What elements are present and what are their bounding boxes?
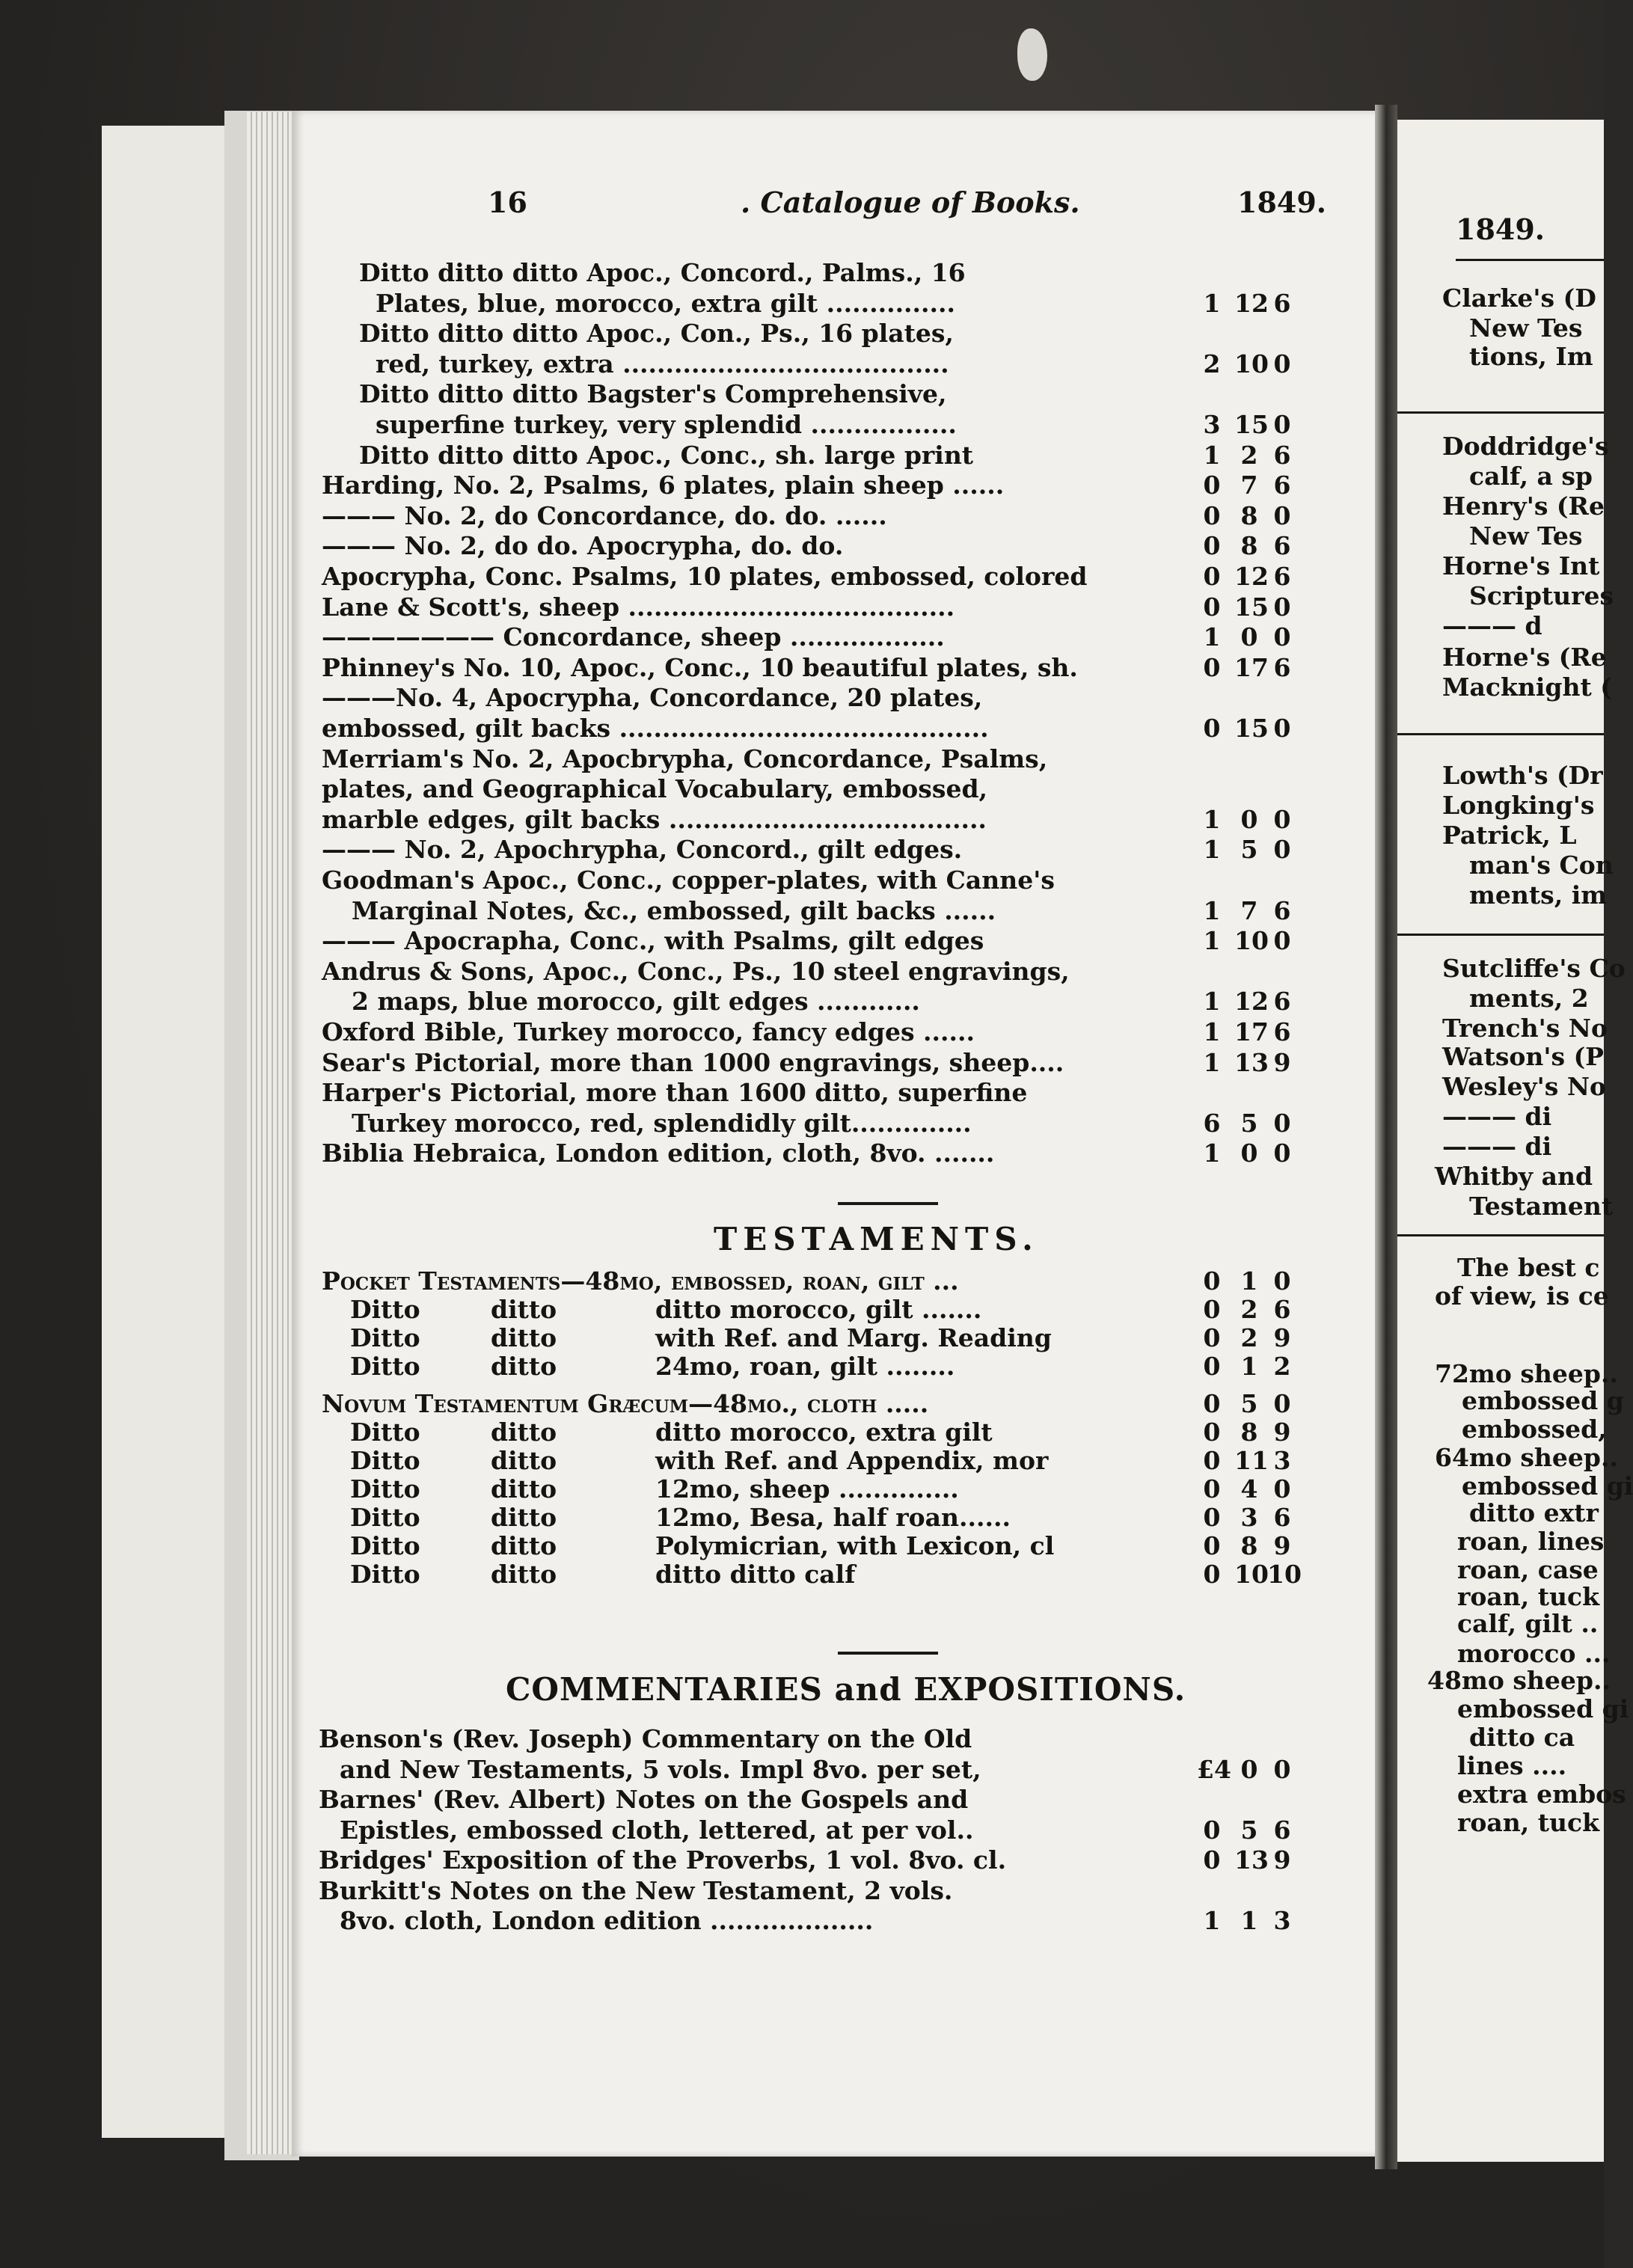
- right-page-line: ——— di: [1442, 1102, 1552, 1131]
- right-page-line: of view, is ce: [1435, 1281, 1609, 1311]
- bible-entry-price-pounds: 1: [1203, 288, 1221, 318]
- bible-entry-text: ——————— Concordance, sheep ..................: [322, 622, 945, 652]
- bible-entry-price-shillings: 5: [1240, 1108, 1258, 1138]
- testament-ditto-2: ditto: [491, 1323, 557, 1352]
- testament-description: with Ref. and Appendix, mor: [655, 1446, 1049, 1475]
- bible-entry-price-pence: 6: [1273, 288, 1291, 318]
- commentary-entry-price-pounds: £4: [1197, 1754, 1231, 1784]
- testament-description: 24mo, roan, gilt ........: [655, 1352, 955, 1381]
- bible-entry-text: Ditto ditto ditto Apoc., Concord., Palms., 16: [359, 258, 966, 287]
- testament-entry-text: Pocket Testaments—48mo, embossed, roan, gilt ...: [322, 1266, 959, 1296]
- bible-entry-price-pence: 0: [1273, 500, 1291, 530]
- bible-entry-text: Lane & Scott's, sheep ......................................: [322, 592, 955, 622]
- testament-ditto-2: ditto: [491, 1446, 557, 1475]
- bible-entry-price-pence: 6: [1273, 987, 1291, 1017]
- testament-description: 12mo, Besa, half roan......: [655, 1503, 1011, 1532]
- right-page-line: embossed gi: [1457, 1694, 1629, 1723]
- page-stack-leaves: [247, 112, 292, 2154]
- right-page-line: ditto ca: [1469, 1723, 1575, 1752]
- testament-entry-price-pounds: 0: [1203, 1295, 1221, 1324]
- bible-entry-price-pence: 0: [1273, 714, 1291, 743]
- commentary-entry-price-pounds: 1: [1203, 1906, 1221, 1935]
- testament-entry-price-pence: 0: [1273, 1389, 1291, 1418]
- bible-entry-price-shillings: 8: [1240, 531, 1258, 561]
- commentary-entry-price-shillings: 13: [1234, 1845, 1269, 1875]
- testament-entry-price-shillings: 2: [1240, 1323, 1258, 1352]
- right-page-rule: [1397, 934, 1604, 936]
- testament-ditto-2: ditto: [491, 1352, 557, 1381]
- right-page-line: Patrick, L: [1442, 821, 1577, 850]
- right-page-line: Trench's No: [1442, 1014, 1608, 1043]
- commentary-entry-text: and New Testaments, 5 vols. Impl 8vo. per set,: [340, 1754, 981, 1784]
- right-page-line: ——— di: [1442, 1132, 1552, 1161]
- bible-entry-price-pence: 6: [1273, 895, 1291, 925]
- testament-entry-price-pounds: 0: [1203, 1323, 1221, 1352]
- right-page-line: embossed gi: [1462, 1471, 1633, 1501]
- testament-entry-price-shillings: 10: [1234, 1560, 1269, 1589]
- bible-entry-price-pence: 6: [1273, 440, 1291, 470]
- right-page-line: ——— d: [1442, 611, 1542, 640]
- testament-entry-price-pounds: 0: [1203, 1560, 1221, 1589]
- right-page-line: New Tes: [1469, 521, 1583, 551]
- commentary-entry-price-shillings: 5: [1240, 1815, 1258, 1845]
- testament-ditto: Ditto: [350, 1352, 420, 1381]
- bible-entry-price-shillings: 15: [1234, 410, 1269, 439]
- bible-entry-text: Ditto ditto ditto Apoc., Conc., sh. large print: [359, 440, 974, 470]
- right-page-line: 64mo sheep..: [1435, 1443, 1618, 1472]
- page-year: 1849.: [1237, 186, 1326, 219]
- bible-entry-text: Harding, No. 2, Psalms, 6 plates, plain sheep ......: [322, 471, 1005, 500]
- bible-entry-price-pence: 0: [1273, 926, 1291, 956]
- bible-entry-price-shillings: 10: [1234, 349, 1269, 378]
- commentary-entry-price-shillings: 0: [1240, 1754, 1258, 1784]
- right-page-line: extra embos: [1457, 1780, 1626, 1809]
- bible-entry-price-pounds: 1: [1203, 1047, 1221, 1077]
- right-page-line: Wesley's No: [1442, 1072, 1606, 1101]
- right-page-line: tions, Im: [1469, 342, 1593, 371]
- testament-entry-price-pence: 0: [1273, 1474, 1291, 1504]
- testament-entry-text: Novum Testamentum Græcum—48mo., cloth .....: [322, 1389, 929, 1418]
- commentary-entry-price-pence: 3: [1273, 1906, 1291, 1935]
- testament-entry-price-pence: 9: [1273, 1418, 1291, 1447]
- right-page-line: Watson's (P: [1442, 1042, 1604, 1071]
- testament-entry-price-shillings: 11: [1234, 1446, 1269, 1475]
- commentary-entry-text: Burkitt's Notes on the New Testament, 2 vols.: [319, 1875, 953, 1905]
- right-page-line: ments, im: [1469, 880, 1608, 910]
- testament-entry-price-pounds: 0: [1203, 1503, 1221, 1532]
- right-page-line: embossed,: [1462, 1415, 1607, 1444]
- bible-entry-price-pence: 6: [1273, 562, 1291, 591]
- right-page-line: roan, lines: [1457, 1527, 1605, 1556]
- bible-entry-text: Merriam's No. 2, Apocbrypha, Concordance, Psalms,: [322, 744, 1048, 773]
- right-page-line: ditto extr: [1469, 1498, 1599, 1527]
- testament-entry-price-pounds: 0: [1203, 1418, 1221, 1447]
- bible-entry-text: 2 maps, blue morocco, gilt edges ............: [352, 987, 920, 1017]
- bible-entry-text: Phinney's No. 10, Apoc., Conc., 10 beautiful plates, sh.: [322, 652, 1078, 682]
- testament-entry-price-pounds: 0: [1203, 1446, 1221, 1475]
- bible-entry-text: Goodman's Apoc., Conc., copper-plates, with Canne's: [322, 865, 1055, 895]
- bible-entry-price-shillings: 12: [1234, 288, 1269, 318]
- bible-entry-price-pence: 6: [1273, 471, 1291, 500]
- smudge-mark: [1017, 28, 1047, 81]
- testament-description: ditto ditto calf: [655, 1560, 856, 1589]
- bible-entry-price-pence: 0: [1273, 622, 1291, 652]
- testament-entry-price-pence: 10: [1267, 1560, 1302, 1589]
- bible-entry-price-pounds: 0: [1203, 471, 1221, 500]
- right-page-line: 72mo sheep..: [1435, 1359, 1618, 1388]
- testament-entry-price-pence: 2: [1273, 1352, 1291, 1381]
- bible-entry-price-shillings: 17: [1234, 652, 1269, 682]
- bible-entry-price-pounds: 1: [1203, 895, 1221, 925]
- testament-entry-price-shillings: 1: [1240, 1266, 1258, 1296]
- right-page-line: New Tes: [1469, 313, 1583, 343]
- section-divider: [838, 1652, 938, 1655]
- bible-entry-price-pence: 0: [1273, 410, 1291, 439]
- bible-entry-text: Turkey morocco, red, splendidly gilt..............: [352, 1108, 972, 1138]
- page-number: 16: [488, 186, 527, 219]
- testament-ditto-2: ditto: [491, 1560, 557, 1589]
- testament-ditto-2: ditto: [491, 1474, 557, 1504]
- right-page-line: Macknight (: [1442, 672, 1612, 702]
- bible-entry-price-pounds: 1: [1203, 835, 1221, 865]
- right-page-rule: [1397, 1234, 1604, 1236]
- bible-entry-text: Oxford Bible, Turkey morocco, fancy edges ......: [322, 1017, 975, 1046]
- right-page-line: roan, tuck: [1457, 1582, 1599, 1611]
- bible-entry-price-pounds: 1: [1203, 987, 1221, 1017]
- right-page-line: Horne's Int: [1442, 551, 1600, 580]
- testament-ditto-2: ditto: [491, 1418, 557, 1447]
- commentary-entry-price-pence: 6: [1273, 1815, 1291, 1845]
- right-page-line: Whitby and: [1435, 1162, 1593, 1191]
- testament-description: ditto morocco, extra gilt: [655, 1418, 993, 1447]
- commentary-entry-price-pounds: 0: [1203, 1815, 1221, 1845]
- testament-ditto: Ditto: [350, 1474, 420, 1504]
- bible-entry-price-pounds: 0: [1203, 714, 1221, 743]
- bible-entry-price-pounds: 1: [1203, 1138, 1221, 1168]
- bible-entry-price-pence: 0: [1273, 804, 1291, 834]
- right-page-line: ments, 2: [1469, 984, 1589, 1013]
- testament-entry-price-shillings: 5: [1240, 1389, 1258, 1418]
- running-title-dot: .: [741, 186, 761, 219]
- testament-ditto-2: ditto: [491, 1295, 557, 1324]
- bible-entry-text: Plates, blue, morocco, extra gilt ...............: [376, 288, 955, 318]
- bible-entry-price-shillings: 13: [1234, 1047, 1269, 1077]
- testament-ditto: Ditto: [350, 1503, 420, 1532]
- testament-ditto: Ditto: [350, 1323, 420, 1352]
- testament-entry-price-shillings: 8: [1240, 1531, 1258, 1560]
- testament-entry-price-pounds: 0: [1203, 1352, 1221, 1381]
- right-page-line: 48mo sheep..: [1427, 1666, 1611, 1695]
- testament-entry-price-shillings: 8: [1240, 1418, 1258, 1447]
- bible-entry-price-pounds: 3: [1203, 410, 1221, 439]
- bible-entry-price-shillings: 5: [1240, 835, 1258, 865]
- bible-entry-price-shillings: 15: [1234, 592, 1269, 622]
- bible-entry-price-pence: 0: [1273, 835, 1291, 865]
- testament-entry-price-pence: 9: [1273, 1531, 1291, 1560]
- testament-ditto: Ditto: [350, 1560, 420, 1589]
- testament-description: Polymicrian, with Lexicon, cl: [655, 1531, 1055, 1560]
- testament-ditto: Ditto: [350, 1418, 420, 1447]
- commentary-entry-text: Epistles, embossed cloth, lettered, at per vol..: [340, 1815, 974, 1845]
- testament-entry-price-pence: 6: [1273, 1295, 1291, 1324]
- book-gutter: [1375, 105, 1397, 2169]
- bible-entry-price-pounds: 1: [1203, 440, 1221, 470]
- bible-entry-price-shillings: 8: [1240, 500, 1258, 530]
- right-page-line: roan, case: [1457, 1555, 1599, 1584]
- testaments-heading: TESTAMENTS.: [714, 1221, 1039, 1257]
- bible-entry-price-pounds: 0: [1203, 531, 1221, 561]
- bible-entry-price-pence: 6: [1273, 1017, 1291, 1046]
- bible-entry-text: ——— No. 2, do Concordance, do. do. ......: [322, 500, 887, 530]
- testament-ditto-2: ditto: [491, 1531, 557, 1560]
- right-page-line: morocco ...: [1457, 1639, 1611, 1668]
- right-page-line: calf, gilt ..: [1457, 1609, 1599, 1638]
- commentary-entry-text: Barnes' (Rev. Albert) Notes on the Gospels and: [319, 1785, 969, 1814]
- bible-entry-price-shillings: 17: [1234, 1017, 1269, 1046]
- commentary-entry-text: 8vo. cloth, London edition ...................: [340, 1906, 874, 1935]
- bible-entry-price-shillings: 12: [1234, 562, 1269, 591]
- left-page: [292, 111, 1388, 2157]
- right-page-line: embossed g: [1462, 1386, 1624, 1415]
- testament-entry-price-pounds: 0: [1203, 1531, 1221, 1560]
- right-page-line: Longking's: [1442, 791, 1595, 820]
- bible-entry-price-pounds: 1: [1203, 1017, 1221, 1046]
- bible-entry-text: superfine turkey, very splendid .................: [376, 410, 957, 439]
- commentaries-heading: COMMENTARIES and EXPOSITIONS.: [506, 1671, 1186, 1708]
- bible-entry-price-pounds: 1: [1203, 926, 1221, 956]
- bible-entry-text: embossed, gilt backs ...........................................: [322, 714, 989, 743]
- bible-entry-price-pounds: 2: [1203, 349, 1221, 378]
- testament-entry-price-shillings: 4: [1240, 1474, 1258, 1504]
- right-page-rule: [1397, 411, 1604, 414]
- bible-entry-price-shillings: 2: [1240, 440, 1258, 470]
- bible-entry-text: ——— Apocrapha, Conc., with Psalms, gilt edges: [322, 926, 984, 956]
- running-title: [741, 186, 1080, 219]
- bible-entry-text: ———No. 4, Apocrypha, Concordance, 20 plates,: [322, 683, 983, 713]
- bible-entry-price-shillings: 0: [1240, 804, 1258, 834]
- bible-entry-price-shillings: 7: [1240, 471, 1258, 500]
- bible-entry-text: marble edges, gilt backs .....................................: [322, 804, 987, 834]
- right-page-line: lines ....: [1457, 1751, 1567, 1780]
- right-page-header-rule: [1456, 259, 1604, 261]
- right-page-line: Henry's (Re: [1442, 491, 1605, 521]
- right-page-line: Horne's (Re: [1442, 643, 1607, 672]
- commentary-entry-price-pence: 9: [1273, 1845, 1291, 1875]
- bible-entry-text: ——— No. 2, do do. Apocrypha, do. do.: [322, 531, 844, 561]
- bible-entry-price-pence: 6: [1273, 652, 1291, 682]
- testament-entry-price-pence: 9: [1273, 1323, 1291, 1352]
- bible-entry-price-shillings: 0: [1240, 1138, 1258, 1168]
- bible-entry-text: Ditto ditto ditto Apoc., Con., Ps., 16 plates,: [359, 319, 954, 349]
- testament-ditto: Ditto: [350, 1295, 420, 1324]
- bible-entry-text: Sear's Pictorial, more than 1000 engravings, sheep....: [322, 1047, 1064, 1077]
- bible-entry-price-shillings: 10: [1234, 926, 1269, 956]
- bible-entry-price-pounds: 1: [1203, 804, 1221, 834]
- bible-entry-price-pounds: 0: [1203, 592, 1221, 622]
- right-page: [1397, 120, 1633, 2162]
- testament-entry-price-pence: 3: [1273, 1446, 1291, 1475]
- right-page-rule: [1397, 733, 1604, 735]
- bible-entry-price-pounds: 1: [1203, 622, 1221, 652]
- bible-entry-price-pounds: 0: [1203, 562, 1221, 591]
- commentary-entry-price-pounds: 0: [1203, 1845, 1221, 1875]
- bible-entry-price-shillings: 7: [1240, 895, 1258, 925]
- bible-entry-price-pounds: 6: [1203, 1108, 1221, 1138]
- testament-ditto: Ditto: [350, 1531, 420, 1560]
- bible-entry-price-pounds: 0: [1203, 652, 1221, 682]
- commentary-entry-text: Bridges' Exposition of the Proverbs, 1 vol. 8vo. cl.: [319, 1845, 1007, 1875]
- right-page-line: man's Con: [1469, 851, 1614, 880]
- right-page-year: 1849.: [1456, 212, 1545, 246]
- testament-entry-price-pence: 0: [1273, 1266, 1291, 1296]
- testament-entry-price-pounds: 0: [1203, 1389, 1221, 1418]
- bible-entry-text: Apocrypha, Conc. Psalms, 10 plates, embossed, colored: [322, 562, 1088, 591]
- testament-entry-price-shillings: 2: [1240, 1295, 1258, 1324]
- bible-entry-price-pence: 9: [1273, 1047, 1291, 1077]
- bible-entry-price-pence: 0: [1273, 1138, 1291, 1168]
- right-page-line: Lowth's (Dr: [1442, 761, 1603, 790]
- testament-entry-price-pence: 6: [1273, 1503, 1291, 1532]
- bible-entry-price-pounds: 0: [1203, 500, 1221, 530]
- bible-entry-price-pence: 0: [1273, 1108, 1291, 1138]
- bible-entry-price-shillings: 12: [1234, 987, 1269, 1017]
- bible-entry-text: Andrus & Sons, Apoc., Conc., Ps., 10 steel engravings,: [322, 956, 1070, 986]
- testament-ditto-2: ditto: [491, 1503, 557, 1532]
- bible-entry-text: Harper's Pictorial, more than 1600 ditto, superfine: [322, 1078, 1028, 1108]
- right-page-line: The best c: [1457, 1253, 1600, 1282]
- commentary-entry-price-pence: 0: [1273, 1754, 1291, 1784]
- bible-entry-price-pence: 0: [1273, 592, 1291, 622]
- bible-entry-text: red, turkey, extra ......................................: [376, 349, 949, 378]
- bible-entry-price-pence: 0: [1273, 349, 1291, 378]
- testament-ditto: Ditto: [350, 1446, 420, 1475]
- testament-entry-price-pounds: 0: [1203, 1474, 1221, 1504]
- bible-entry-price-pence: 6: [1273, 531, 1291, 561]
- right-page-line: Sutcliffe's Co: [1442, 954, 1626, 983]
- right-page-line: calf, a sp: [1469, 462, 1593, 491]
- testament-description: with Ref. and Marg. Reading: [655, 1323, 1052, 1352]
- running-title-text: Catalogue of Books.: [760, 186, 1080, 219]
- testament-description: 12mo, sheep ..............: [655, 1474, 959, 1504]
- bible-entry-price-shillings: 15: [1234, 714, 1269, 743]
- testament-entry-price-shillings: 3: [1240, 1503, 1258, 1532]
- bible-entry-price-shillings: 0: [1240, 622, 1258, 652]
- commentary-entry-price-shillings: 1: [1240, 1906, 1258, 1935]
- right-page-line: Doddridge's: [1442, 432, 1609, 461]
- bible-entry-text: plates, and Geographical Vocabulary, embossed,: [322, 774, 988, 804]
- right-page-line: roan, tuck: [1457, 1808, 1599, 1837]
- commentary-entry-text: Benson's (Rev. Joseph) Commentary on the Old: [319, 1724, 972, 1753]
- testament-entry-price-pounds: 0: [1203, 1266, 1221, 1296]
- section-divider: [838, 1202, 938, 1205]
- bible-entry-text: Marginal Notes, &c., embossed, gilt backs ......: [352, 895, 996, 925]
- right-page-line: Testament: [1469, 1192, 1614, 1221]
- right-page-line: Clarke's (D: [1442, 284, 1596, 313]
- bible-entry-text: ——— No. 2, Apochrypha, Concord., gilt edges.: [322, 835, 963, 865]
- testament-entry-price-shillings: 1: [1240, 1352, 1258, 1381]
- testament-description: ditto morocco, gilt .......: [655, 1295, 982, 1324]
- bible-entry-text: Ditto ditto ditto Bagster's Comprehensive,: [359, 379, 947, 409]
- right-page-line: Scriptures: [1469, 581, 1614, 610]
- bible-entry-text: Biblia Hebraica, London edition, cloth, 8vo. .......: [322, 1138, 995, 1168]
